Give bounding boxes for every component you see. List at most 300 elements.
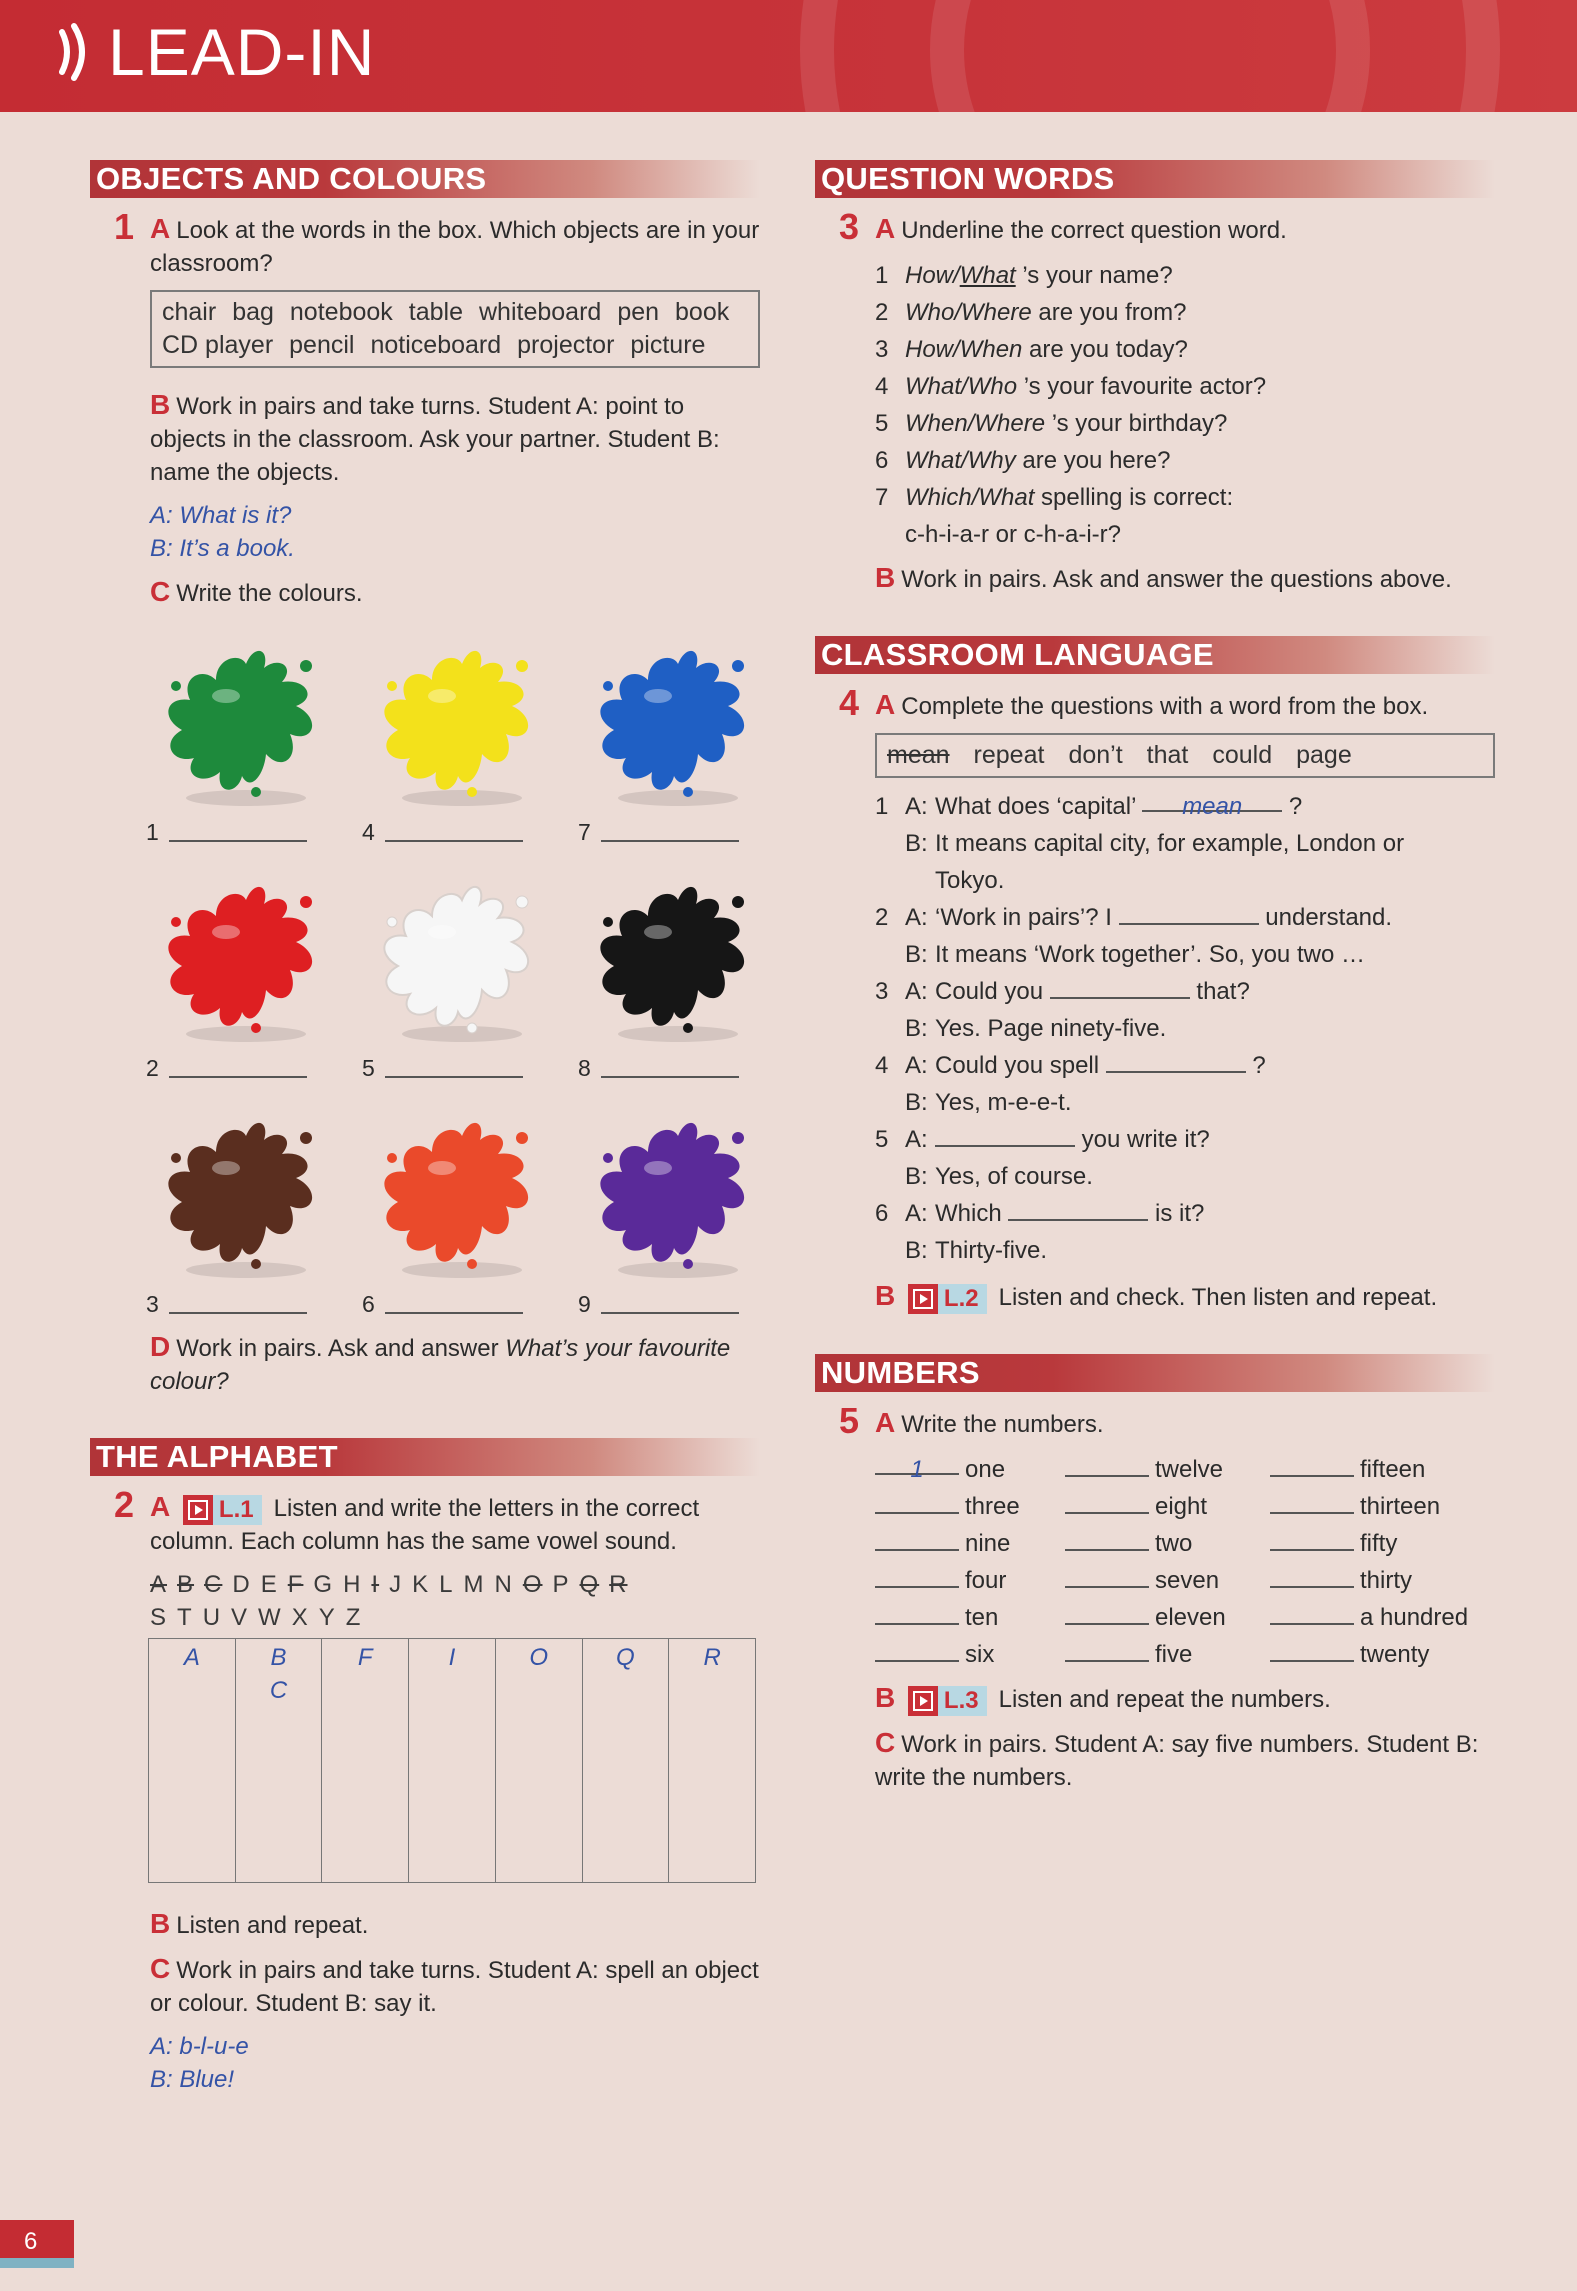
word-box-classroom xyxy=(875,733,1495,778)
number-word: eleven xyxy=(1155,1604,1226,1631)
number-blank[interactable] xyxy=(1065,1564,1149,1588)
splat-number: 8 xyxy=(578,1055,591,1081)
alphabet-letter: X xyxy=(291,1604,309,1631)
number-blank[interactable] xyxy=(875,1601,959,1625)
answer-line[interactable] xyxy=(385,1076,523,1078)
number-item xyxy=(1065,1488,1270,1525)
number-word: seven xyxy=(1155,1567,1220,1594)
answer-blank[interactable] xyxy=(1008,1197,1148,1221)
dialogue-line-b xyxy=(875,1084,1495,1121)
alphabet-letter: V xyxy=(231,1604,249,1631)
answer-blank[interactable]: mean xyxy=(1142,788,1282,812)
paint-splat-shape xyxy=(362,862,552,1052)
instruction-text: Complete the questions with a word from the box. xyxy=(901,693,1429,720)
slash: / xyxy=(971,484,979,511)
question-rest: are you from? xyxy=(1031,299,1187,326)
page-number-accent xyxy=(0,2258,74,2268)
option-1[interactable]: Which xyxy=(905,484,972,511)
speaker-b: B: xyxy=(905,830,928,857)
audio-code: L.3 xyxy=(943,1687,979,1715)
vowel-column[interactable] xyxy=(322,1639,409,1883)
audio-track-button[interactable] xyxy=(183,1495,262,1525)
answer-line[interactable] xyxy=(385,1312,523,1314)
number-item xyxy=(1270,1488,1510,1525)
vowel-column[interactable] xyxy=(669,1639,756,1883)
dialogue-text: Could you spell xyxy=(935,1052,1106,1079)
dialogue-line-b xyxy=(875,1158,1495,1195)
exercise-letter: A xyxy=(150,213,171,244)
example-line-a: A: b-l-u-e xyxy=(150,2033,249,2060)
instruction-text: Write the colours. xyxy=(176,580,363,607)
page-number: 6 xyxy=(0,2220,74,2264)
exercise-1b xyxy=(90,388,760,489)
audio-track-button[interactable] xyxy=(908,1284,987,1314)
exercise-letter: B xyxy=(875,1682,896,1713)
number-blank[interactable] xyxy=(1065,1601,1149,1625)
dialogue-text: It means ‘Work together’. So, you two … xyxy=(935,941,1365,968)
dialogue-line-a xyxy=(875,1195,1495,1232)
exercise-number: 4 xyxy=(839,682,860,723)
alphabet-letter: S xyxy=(150,1604,168,1631)
column-letter: C xyxy=(269,1677,288,1704)
number-blank[interactable] xyxy=(1065,1490,1149,1514)
instruction-text: Listen and check. Then listen and repeat. xyxy=(998,1284,1438,1311)
dialogue-text: you write it? xyxy=(1075,1126,1210,1153)
number-item xyxy=(1065,1562,1270,1599)
number-blank[interactable] xyxy=(875,1527,959,1551)
vowel-column[interactable] xyxy=(149,1639,236,1883)
vowel-column[interactable] xyxy=(582,1639,669,1883)
exercise-1a xyxy=(90,206,760,280)
exercise-5c xyxy=(815,1726,1495,1794)
alphabet-letter: Y xyxy=(318,1604,336,1631)
instruction-text: Listen and repeat. xyxy=(176,1912,369,1939)
splat-answer xyxy=(146,819,307,846)
section-heading-numbers: NUMBERS xyxy=(815,1354,1495,1392)
alphabet-letter: I xyxy=(371,1571,380,1598)
vowel-column[interactable] xyxy=(495,1639,582,1883)
item-number: 2 xyxy=(875,299,889,326)
splat-number: 5 xyxy=(362,1055,375,1081)
box-word: picture xyxy=(630,331,706,359)
item-number: 6 xyxy=(875,447,889,474)
exercise-number: 3 xyxy=(839,206,860,247)
number-word: thirty xyxy=(1360,1567,1413,1594)
number-blank[interactable] xyxy=(1270,1490,1354,1514)
box-word: whiteboard xyxy=(479,298,602,326)
exercise-number: 2 xyxy=(114,1484,135,1525)
item-number: 5 xyxy=(875,410,889,437)
number-word: a hundred xyxy=(1360,1604,1469,1631)
exercise-letter: B xyxy=(875,1280,896,1311)
speaker-a: A: xyxy=(905,1200,928,1227)
slash: / xyxy=(961,447,968,474)
alphabet-letter: G xyxy=(313,1571,334,1598)
number-word: three xyxy=(965,1493,1020,1520)
box-word: table xyxy=(408,298,463,326)
option-2[interactable]: Where xyxy=(974,410,1046,437)
speaker-b: B: xyxy=(905,1089,928,1116)
box-word: CD player xyxy=(162,331,274,359)
dialogue-text: Yes. Page ninety-five. xyxy=(935,1015,1167,1042)
paint-splat-shape xyxy=(146,862,336,1052)
item-number: 4 xyxy=(875,373,889,400)
alphabet-letter: U xyxy=(202,1604,222,1631)
sound-waves-icon xyxy=(58,22,92,82)
paint-splat-9 xyxy=(578,1098,778,1318)
answer-blank[interactable] xyxy=(935,1123,1075,1147)
number-word: nine xyxy=(965,1530,1011,1557)
slash: / xyxy=(953,336,960,363)
dialogue-text: Which xyxy=(935,1200,1009,1227)
number-item xyxy=(875,1636,1065,1673)
instruction-text: Listen and write the letters in the correct column. Each column has the same vowel sound. xyxy=(150,1495,700,1555)
number-blank[interactable] xyxy=(875,1638,959,1662)
paint-splat-shape xyxy=(362,626,552,816)
page-header-bar xyxy=(0,0,1577,112)
word-box-objects xyxy=(150,290,760,368)
number-item xyxy=(1065,1451,1270,1488)
speaker-a: A: xyxy=(905,904,928,931)
paint-splat-8 xyxy=(578,862,778,1082)
example-line-b: B: It’s a book. xyxy=(150,535,295,562)
number-item xyxy=(1270,1451,1510,1488)
exercise-number: 1 xyxy=(114,206,135,247)
alphabet-row-2 xyxy=(150,1601,760,1634)
alphabet-letter: T xyxy=(177,1604,193,1631)
answer-line[interactable] xyxy=(169,1312,307,1314)
question-item xyxy=(875,442,1495,479)
dialogue-text: Tokyo. xyxy=(935,867,1005,894)
dialogue-text: ‘Work in pairs’? I xyxy=(935,904,1119,931)
column-letter: B xyxy=(270,1644,287,1671)
number-word: twelve xyxy=(1155,1456,1224,1483)
paint-splat-3 xyxy=(146,1098,346,1318)
example-dialogue xyxy=(90,499,760,565)
answer-line[interactable] xyxy=(169,840,307,842)
question-rest: c-h-i-a-r or c-h-a-i-r? xyxy=(905,521,1121,548)
number-word: fifteen xyxy=(1360,1456,1426,1483)
exercise-5a xyxy=(815,1400,1495,1441)
splat-number: 1 xyxy=(146,819,159,845)
section-heading-alphabet: THE ALPHABET xyxy=(90,1438,760,1476)
box-word: pen xyxy=(617,298,660,326)
classroom-dialogues xyxy=(875,788,1495,1269)
item-number: 6 xyxy=(875,1200,889,1227)
dialogue-line-a xyxy=(875,899,1495,936)
alphabet-letter: F xyxy=(287,1571,304,1598)
box-word: chair xyxy=(162,298,217,326)
answer-blank[interactable] xyxy=(1106,1049,1246,1073)
answer-line[interactable] xyxy=(601,1076,739,1078)
play-icon xyxy=(183,1495,213,1525)
dialogue-line-b xyxy=(875,936,1495,973)
paint-splat-shape xyxy=(362,1098,552,1288)
splat-number: 6 xyxy=(362,1291,375,1317)
number-word: four xyxy=(965,1567,1007,1594)
number-blank[interactable] xyxy=(1270,1638,1354,1662)
dialogue-text: that? xyxy=(1189,978,1250,1005)
right-column xyxy=(815,160,1495,1804)
option-2[interactable]: What xyxy=(959,262,1016,289)
paint-splat-shape xyxy=(578,1098,768,1288)
question-item xyxy=(875,368,1495,405)
item-number: 1 xyxy=(875,793,889,820)
splat-answer xyxy=(362,819,523,846)
column-letter: Q xyxy=(616,1644,635,1671)
option-2[interactable]: What xyxy=(978,484,1035,511)
box-word: could xyxy=(1212,741,1273,769)
alphabet-letter: E xyxy=(260,1571,278,1598)
paint-splat-1 xyxy=(146,626,346,846)
instruction-text: Work in pairs. Ask and answer xyxy=(176,1335,499,1362)
exercise-5b xyxy=(815,1681,1495,1716)
answer-line[interactable] xyxy=(601,1312,739,1314)
number-word: two xyxy=(1155,1530,1193,1557)
instruction-text: Work in pairs. Student A: say five numbers. Student B: write the numbers. xyxy=(875,1731,1479,1791)
question-list xyxy=(875,257,1495,553)
paint-splat-5 xyxy=(362,862,562,1082)
question-rest: ’s your favourite actor? xyxy=(1017,373,1267,400)
splat-number: 7 xyxy=(578,819,591,845)
paint-splat-grid xyxy=(146,626,766,1316)
number-item xyxy=(1270,1599,1510,1636)
box-word: page xyxy=(1296,741,1352,769)
number-item xyxy=(1270,1525,1510,1562)
paint-splat-shape xyxy=(146,1098,336,1288)
speaker-a: A: xyxy=(905,978,928,1005)
question-rest: are you here? xyxy=(1015,447,1171,474)
alphabet-letter: B xyxy=(177,1571,195,1598)
column-letter: A xyxy=(183,1644,200,1671)
column-letter: I xyxy=(448,1644,456,1671)
alphabet-letter: J xyxy=(389,1571,403,1598)
alphabet-letter: M xyxy=(463,1571,485,1598)
splat-answer xyxy=(362,1291,523,1318)
number-word: thirteen xyxy=(1360,1493,1441,1520)
number-blank[interactable] xyxy=(1270,1601,1354,1625)
alphabet-letter: C xyxy=(204,1571,223,1598)
vowel-column[interactable] xyxy=(409,1639,496,1883)
exercise-3a xyxy=(815,206,1495,247)
number-blank[interactable]: 1 xyxy=(875,1451,959,1475)
speaker-b: B: xyxy=(905,1237,928,1264)
alphabet-letter: R xyxy=(609,1571,628,1598)
section-heading-questions: QUESTION WORDS xyxy=(815,160,1495,198)
item-number: 2 xyxy=(875,904,889,931)
answer-line[interactable] xyxy=(385,840,523,842)
exercise-4a xyxy=(815,682,1495,723)
alphabet-letter: H xyxy=(343,1571,362,1598)
question-rest: are you today? xyxy=(1022,336,1188,363)
instruction-text: Listen and repeat the numbers. xyxy=(998,1686,1331,1713)
box-word: book xyxy=(675,298,730,326)
alphabet-letter: O xyxy=(522,1571,543,1598)
option-2[interactable]: When xyxy=(959,336,1023,363)
exercise-letter: A xyxy=(875,213,896,244)
box-word: notebook xyxy=(289,298,393,326)
number-item xyxy=(1065,1525,1270,1562)
exercise-letter: C xyxy=(150,576,171,607)
alphabet-letter: L xyxy=(439,1571,454,1598)
number-word: one xyxy=(965,1456,1006,1483)
question-item xyxy=(875,479,1495,516)
box-word: bag xyxy=(232,298,274,326)
answer-line[interactable] xyxy=(169,1076,307,1078)
number-blank[interactable] xyxy=(875,1490,959,1514)
exercise-2b xyxy=(90,1907,760,1942)
alphabet-row-1 xyxy=(150,1568,760,1601)
number-item xyxy=(875,1599,1065,1636)
paint-splat-4 xyxy=(362,626,562,846)
dialogue-text: is it? xyxy=(1148,1200,1205,1227)
box-word: projector xyxy=(517,331,615,359)
dialogue-text: ? xyxy=(1245,1052,1266,1079)
number-word: five xyxy=(1155,1641,1193,1668)
exercise-number: 5 xyxy=(839,1400,860,1441)
number-item xyxy=(1065,1636,1270,1673)
alphabet-letter: W xyxy=(258,1604,282,1631)
number-blank[interactable] xyxy=(1065,1527,1149,1551)
instruction-text: Underline the correct question word. xyxy=(901,217,1287,244)
slash: / xyxy=(953,262,960,289)
splat-number: 2 xyxy=(146,1055,159,1081)
dialogue-text: understand. xyxy=(1258,904,1393,931)
dialogue-text: What does ‘capital’ xyxy=(935,793,1143,820)
number-item xyxy=(875,1451,1065,1488)
exercise-4b xyxy=(815,1279,1495,1314)
dialogue-text: Could you xyxy=(935,978,1050,1005)
splat-number: 9 xyxy=(578,1291,591,1317)
dialogue-line-b xyxy=(875,1232,1495,1269)
vowel-column[interactable] xyxy=(235,1639,322,1883)
instruction-text: Work in pairs and take turns. Student A: point to objects in the classroom. Ask your partner. Student B: name the objects. xyxy=(150,393,720,486)
speaker-b: B: xyxy=(905,1015,928,1042)
box-word: repeat xyxy=(973,741,1045,769)
number-item xyxy=(1270,1562,1510,1599)
dialogue-line-b xyxy=(875,1010,1495,1047)
alphabet-letter: Q xyxy=(579,1571,600,1598)
splat-answer xyxy=(146,1055,307,1082)
section-heading-objects: OBJECTS AND COLOURS xyxy=(90,160,760,198)
exercise-letter: C xyxy=(875,1727,896,1758)
audio-code: L.2 xyxy=(943,1285,979,1313)
answer-blank[interactable] xyxy=(1119,901,1259,925)
box-word: mean xyxy=(887,741,950,769)
number-blank[interactable] xyxy=(1065,1638,1149,1662)
splat-answer xyxy=(578,819,739,846)
number-blank[interactable] xyxy=(1270,1564,1354,1588)
exercise-letter: B xyxy=(150,1908,171,1939)
paint-splat-shape xyxy=(146,626,336,816)
speaker-a: A: xyxy=(905,1052,928,1079)
alphabet-letter: D xyxy=(232,1571,251,1598)
decorative-ring xyxy=(930,0,1370,112)
speaker-b: B: xyxy=(905,1163,928,1190)
exercise-letter: B xyxy=(150,389,171,420)
number-item xyxy=(1065,1599,1270,1636)
numbers-grid xyxy=(875,1451,1495,1673)
instruction-text: Write the numbers. xyxy=(901,1411,1104,1438)
column-letter: F xyxy=(357,1644,373,1671)
audio-track-button[interactable] xyxy=(908,1686,987,1716)
splat-answer xyxy=(578,1055,739,1082)
item-number: 3 xyxy=(875,978,889,1005)
item-number: 3 xyxy=(875,336,889,363)
option-2[interactable]: Where xyxy=(961,299,1032,326)
option-1[interactable]: When xyxy=(905,410,968,437)
example-line-a: A: What is it? xyxy=(150,502,292,529)
option-2[interactable]: Why xyxy=(967,447,1016,474)
option-1[interactable]: How xyxy=(905,336,954,363)
column-letter: O xyxy=(529,1644,548,1671)
dialogue-line-a xyxy=(875,1121,1495,1158)
splat-answer xyxy=(146,1291,307,1318)
splat-answer xyxy=(578,1291,739,1318)
question-rest: ’s your birthday? xyxy=(1045,410,1228,437)
option-1[interactable]: Who xyxy=(905,299,955,326)
alphabet-letter: Z xyxy=(345,1604,362,1631)
speaker-b: B: xyxy=(905,941,928,968)
answer-line[interactable] xyxy=(601,840,739,842)
option-1[interactable]: What xyxy=(905,373,962,400)
instruction-text: Work in pairs and take turns. Student A: spell an object or colour. Student B: say it. xyxy=(150,1957,759,2017)
exercise-letter: A xyxy=(150,1491,171,1522)
splat-number: 4 xyxy=(362,819,375,845)
dialogue-line-a xyxy=(875,788,1495,825)
answer-blank[interactable] xyxy=(1050,975,1190,999)
splat-answer xyxy=(362,1055,523,1082)
number-blank[interactable] xyxy=(875,1564,959,1588)
title-text: LEAD-IN xyxy=(108,15,376,89)
option-1[interactable]: What xyxy=(905,447,962,474)
splat-number: 3 xyxy=(146,1291,159,1317)
number-blank[interactable] xyxy=(1270,1527,1354,1551)
alphabet-letter: K xyxy=(412,1571,430,1598)
option-1[interactable]: How xyxy=(905,262,954,289)
instruction-italic: What’s your favourite colour? xyxy=(150,1335,731,1395)
number-item xyxy=(875,1488,1065,1525)
dialogue-text: ? xyxy=(1282,793,1303,820)
box-word: don’t xyxy=(1068,741,1123,769)
question-item-continued xyxy=(875,516,1495,553)
alphabet-letter: A xyxy=(150,1571,168,1598)
example-line-b: B: Blue! xyxy=(150,2066,235,2093)
play-icon xyxy=(908,1284,938,1314)
question-item xyxy=(875,294,1495,331)
box-word: noticeboard xyxy=(370,331,502,359)
vowel-sound-table xyxy=(148,1638,756,1883)
question-rest: spelling is correct: xyxy=(1034,484,1234,511)
number-word: eight xyxy=(1155,1493,1208,1520)
question-item xyxy=(875,257,1495,294)
exercise-letter: B xyxy=(875,562,896,593)
dialogue-text: Yes, m-e-e-t. xyxy=(935,1089,1072,1116)
number-blank[interactable] xyxy=(1065,1453,1149,1477)
exercise-2a xyxy=(90,1484,760,1558)
paint-splat-6 xyxy=(362,1098,562,1318)
box-word: that xyxy=(1146,741,1189,769)
number-item xyxy=(1270,1636,1510,1673)
exercise-letter: D xyxy=(150,1331,171,1362)
exercise-2c xyxy=(90,1952,760,2020)
dialogue-line-a xyxy=(875,1047,1495,1084)
option-2[interactable]: Who xyxy=(967,373,1018,400)
slash: / xyxy=(954,299,962,326)
item-number: 4 xyxy=(875,1052,889,1079)
number-blank[interactable] xyxy=(1270,1453,1354,1477)
item-number: 5 xyxy=(875,1126,889,1153)
